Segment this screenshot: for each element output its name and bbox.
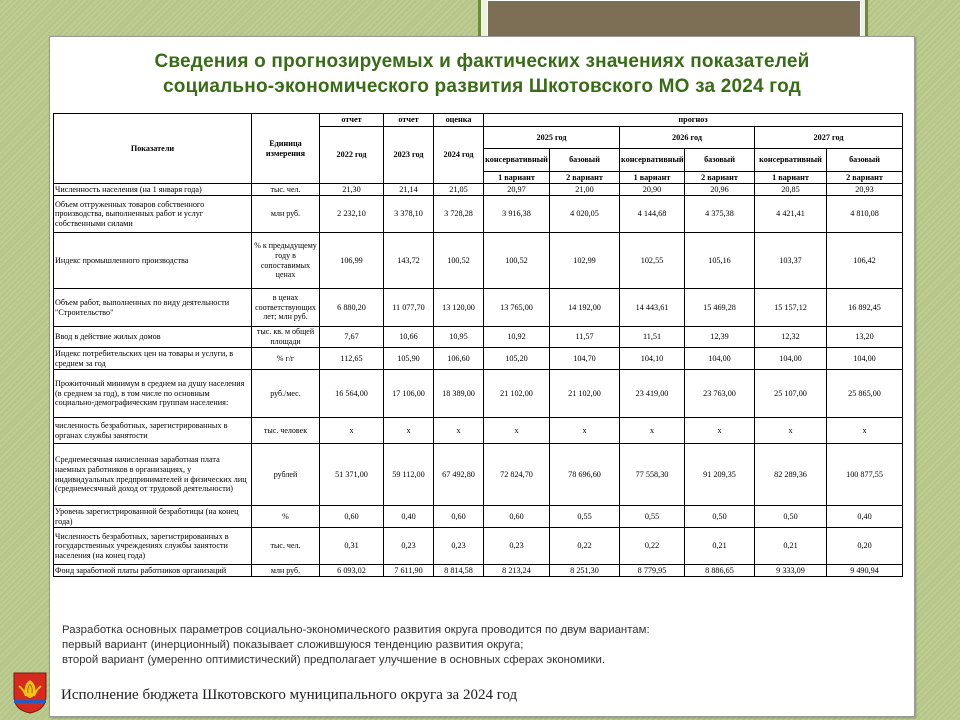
municipal-coat-of-arms-icon — [13, 672, 47, 714]
value-cell: 12,32 — [755, 327, 827, 348]
table-row — [54, 444, 903, 506]
value-cell: 14 192,00 — [550, 289, 620, 327]
table-row — [54, 506, 903, 528]
value-cell: 105,16 — [685, 233, 755, 289]
value-cell: 100,52 — [434, 233, 484, 289]
value-cell: 12,39 — [685, 327, 755, 348]
value-cell: 67 492,80 — [434, 444, 484, 506]
value-cell: 14 443,61 — [620, 289, 685, 327]
value-cell: 4 144,68 — [620, 196, 685, 233]
value-cell: x — [827, 418, 903, 444]
table-row — [54, 233, 903, 289]
value-cell: x — [685, 418, 755, 444]
table-row — [54, 528, 903, 565]
value-cell: 0,20 — [827, 528, 903, 565]
value-cell: 16 892,45 — [827, 289, 903, 327]
value-cell: 6 093,02 — [320, 565, 384, 577]
table-row — [54, 370, 903, 418]
indicator-name: Ввод в действие жилых домов — [54, 327, 252, 348]
header-base: базовый — [827, 149, 903, 172]
note-line-2: первый вариант (инерционный) показывает сложившуюся тенденцию развития округа; — [62, 639, 524, 651]
value-cell: 78 696,60 — [550, 444, 620, 506]
value-cell: 100 877,55 — [827, 444, 903, 506]
value-cell: 0,22 — [620, 528, 685, 565]
note-line-3: второй вариант (умеренно оптимистический) предполагает улучшение в основных сферах экономики. — [62, 654, 606, 666]
indicator-unit: млн руб. — [252, 565, 320, 577]
table-body — [54, 184, 903, 577]
header-report-2023: отчет — [384, 114, 434, 127]
header-report-2022: отчет — [320, 114, 384, 127]
indicator-unit: рублей — [252, 444, 320, 506]
value-cell: x — [434, 418, 484, 444]
table-row — [54, 196, 903, 233]
value-cell: 21 102,00 — [484, 370, 550, 418]
header-conservative: консервативный — [755, 149, 827, 172]
value-cell: 100,52 — [484, 233, 550, 289]
value-cell: 9 490,94 — [827, 565, 903, 577]
value-cell: 3 916,38 — [484, 196, 550, 233]
indicator-name: Численность населения (на 1 января года) — [54, 184, 252, 196]
value-cell: x — [484, 418, 550, 444]
value-cell: 4 375,38 — [685, 196, 755, 233]
value-cell: 16 564,00 — [320, 370, 384, 418]
header-year-2022: 2022 год — [320, 127, 384, 184]
table-row — [54, 327, 903, 348]
value-cell: 77 558,30 — [620, 444, 685, 506]
indicator-unit: тыс. чел. — [252, 528, 320, 565]
header-conservative: консервативный — [484, 149, 550, 172]
header-base: базовый — [550, 149, 620, 172]
header-indicator: Показатели — [54, 114, 252, 184]
indicators-table-wrap — [53, 113, 902, 577]
value-cell: 21,00 — [550, 184, 620, 196]
value-cell: 8 814,58 — [434, 565, 484, 577]
value-cell: 91 209,35 — [685, 444, 755, 506]
indicator-unit: % — [252, 506, 320, 528]
value-cell: 15 157,12 — [755, 289, 827, 327]
header-variant-2: 2 вариант — [827, 172, 903, 184]
value-cell: 112,65 — [320, 348, 384, 370]
header-variant-2: 2 вариант — [685, 172, 755, 184]
header-variant-1: 1 вариант — [620, 172, 685, 184]
value-cell: 20,90 — [620, 184, 685, 196]
value-cell: 0,21 — [755, 528, 827, 565]
value-cell: x — [384, 418, 434, 444]
value-cell: 9 333,09 — [755, 565, 827, 577]
value-cell: 0,60 — [484, 506, 550, 528]
header-year-2027: 2027 год — [755, 127, 903, 149]
table-row — [54, 348, 903, 370]
value-cell: 0,22 — [550, 528, 620, 565]
header-conservative: консервативный — [620, 149, 685, 172]
value-cell: 6 880,20 — [320, 289, 384, 327]
value-cell: 23 763,00 — [685, 370, 755, 418]
table-row — [54, 184, 903, 196]
value-cell: 104,00 — [755, 348, 827, 370]
value-cell: 104,70 — [550, 348, 620, 370]
value-cell: 106,42 — [827, 233, 903, 289]
indicator-name: Численность безработных, зарегистрированных в государственных учреждениях службы занятости населения (на конец года) — [54, 528, 252, 565]
indicator-name: численность безработных, зарегистрированных в органах службы занятости — [54, 418, 252, 444]
indicator-unit: млн руб. — [252, 196, 320, 233]
value-cell: 103,37 — [755, 233, 827, 289]
header-estimate: оценка — [434, 114, 484, 127]
header-variant-2: 2 вариант — [550, 172, 620, 184]
slide-title — [50, 49, 914, 99]
indicator-name: Среднемесячная начисленная заработная плата наемных работников в организациях, у индивидуальных предпринимателей и физических лиц (среднемесячный доход от трудовой деятельности) — [54, 444, 252, 506]
value-cell: 8 251,30 — [550, 565, 620, 577]
value-cell: 105,20 — [484, 348, 550, 370]
value-cell: 17 106,00 — [384, 370, 434, 418]
value-cell: 105,90 — [384, 348, 434, 370]
value-cell: 102,99 — [550, 233, 620, 289]
value-cell: 21 102,00 — [550, 370, 620, 418]
indicator-name: Уровень зарегистрированной безработицы (на конец года) — [54, 506, 252, 528]
header-variant-1: 1 вариант — [755, 172, 827, 184]
value-cell: 0,50 — [755, 506, 827, 528]
value-cell: 4 421,41 — [755, 196, 827, 233]
value-cell: x — [620, 418, 685, 444]
value-cell: 59 112,00 — [384, 444, 434, 506]
indicator-name: Объем отгруженных товаров собственного производства, выполненных работ и услуг собственными силами — [54, 196, 252, 233]
value-cell: 0,21 — [685, 528, 755, 565]
value-cell: 8 779,95 — [620, 565, 685, 577]
indicator-name: Фонд заработной платы работников организаций — [54, 565, 252, 577]
value-cell: 102,55 — [620, 233, 685, 289]
value-cell: 0,31 — [320, 528, 384, 565]
value-cell: 15 469,28 — [685, 289, 755, 327]
value-cell: 0,40 — [384, 506, 434, 528]
value-cell: 21,05 — [434, 184, 484, 196]
indicator-unit: в ценах соответствующих лет; млн руб. — [252, 289, 320, 327]
table-row — [54, 289, 903, 327]
value-cell: 25 107,00 — [755, 370, 827, 418]
note-block — [62, 623, 902, 668]
value-cell: 72 824,70 — [484, 444, 550, 506]
header-year-2024: 2024 год — [434, 127, 484, 184]
footer-caption: Исполнение бюджета Шкотовского муниципального округа за 2024 год — [61, 687, 518, 703]
value-cell: 0,50 — [685, 506, 755, 528]
header-unit: Единица измерения — [252, 114, 320, 184]
value-cell: 4 810,08 — [827, 196, 903, 233]
value-cell: x — [550, 418, 620, 444]
value-cell: 51 371,00 — [320, 444, 384, 506]
header-year-2026: 2026 год — [620, 127, 755, 149]
header-variant-1: 1 вариант — [484, 172, 550, 184]
value-cell: 82 289,36 — [755, 444, 827, 506]
value-cell: 23 419,00 — [620, 370, 685, 418]
value-cell: 20,97 — [484, 184, 550, 196]
value-cell: 10,92 — [484, 327, 550, 348]
value-cell: 0,23 — [384, 528, 434, 565]
value-cell: 7 611,90 — [384, 565, 434, 577]
value-cell: x — [755, 418, 827, 444]
table-row — [54, 418, 903, 444]
note-line-1: Разработка основных параметров социально-экономического развития округа проводится по двум вариантам: — [62, 624, 650, 636]
value-cell: 20,96 — [685, 184, 755, 196]
value-cell: 11,57 — [550, 327, 620, 348]
header-year-2023: 2023 год — [384, 127, 434, 184]
value-cell: 0,60 — [320, 506, 384, 528]
value-cell: 8 213,24 — [484, 565, 550, 577]
value-cell: 13 765,00 — [484, 289, 550, 327]
value-cell: x — [320, 418, 384, 444]
value-cell: 7,67 — [320, 327, 384, 348]
table-row — [54, 565, 903, 577]
indicator-name: Индекс промышленного производства — [54, 233, 252, 289]
value-cell: 18 389,00 — [434, 370, 484, 418]
value-cell: 20,85 — [755, 184, 827, 196]
value-cell: 11,51 — [620, 327, 685, 348]
value-cell: 10,95 — [434, 327, 484, 348]
value-cell: 21,30 — [320, 184, 384, 196]
indicator-unit: тыс. кв. м общей площади — [252, 327, 320, 348]
value-cell: 13,20 — [827, 327, 903, 348]
value-cell: 0,23 — [484, 528, 550, 565]
value-cell: 21,14 — [384, 184, 434, 196]
value-cell: 3 378,10 — [384, 196, 434, 233]
title-line-1: Сведения о прогнозируемых и фактических значениях показателей — [154, 51, 810, 72]
indicator-name: Прожиточный минимум в среднем на душу населения (в среднем за год), в том числе по основным социально-демографическим группам населения: — [54, 370, 252, 418]
value-cell: 106,99 — [320, 233, 384, 289]
value-cell: 0,23 — [434, 528, 484, 565]
indicator-unit: тыс. человек — [252, 418, 320, 444]
indicator-name: Объем работ, выполненных по виду деятельности "Строительство" — [54, 289, 252, 327]
indicators-table — [53, 113, 903, 577]
value-cell: 8 886,65 — [685, 565, 755, 577]
indicator-unit: % г/г — [252, 348, 320, 370]
indicator-unit: % к предыдущему году в сопоставимых ценах — [252, 233, 320, 289]
indicator-unit: тыс. чел. — [252, 184, 320, 196]
value-cell: 11 077,70 — [384, 289, 434, 327]
value-cell: 10,66 — [384, 327, 434, 348]
value-cell: 106,60 — [434, 348, 484, 370]
header-forecast: прогноз — [484, 114, 903, 127]
value-cell: 0,55 — [620, 506, 685, 528]
value-cell: 20,93 — [827, 184, 903, 196]
value-cell: 25 865,00 — [827, 370, 903, 418]
title-line-2: социально-экономического развития Шкотовского МО за 2024 год — [163, 76, 801, 97]
value-cell: 2 232,10 — [320, 196, 384, 233]
value-cell: 104,00 — [827, 348, 903, 370]
value-cell: 0,60 — [434, 506, 484, 528]
value-cell: 104,10 — [620, 348, 685, 370]
value-cell: 3 728,28 — [434, 196, 484, 233]
value-cell: 4 020,05 — [550, 196, 620, 233]
value-cell: 0,55 — [550, 506, 620, 528]
indicator-name: Индекс потребительских цен на товары и услуги, в среднем за год — [54, 348, 252, 370]
slide-panel — [49, 36, 915, 717]
header-base: базовый — [685, 149, 755, 172]
header-year-2025: 2025 год — [484, 127, 620, 149]
indicator-unit: руб./мес. — [252, 370, 320, 418]
value-cell: 104,00 — [685, 348, 755, 370]
value-cell: 13 120,00 — [434, 289, 484, 327]
value-cell: 0,40 — [827, 506, 903, 528]
value-cell: 143,72 — [384, 233, 434, 289]
